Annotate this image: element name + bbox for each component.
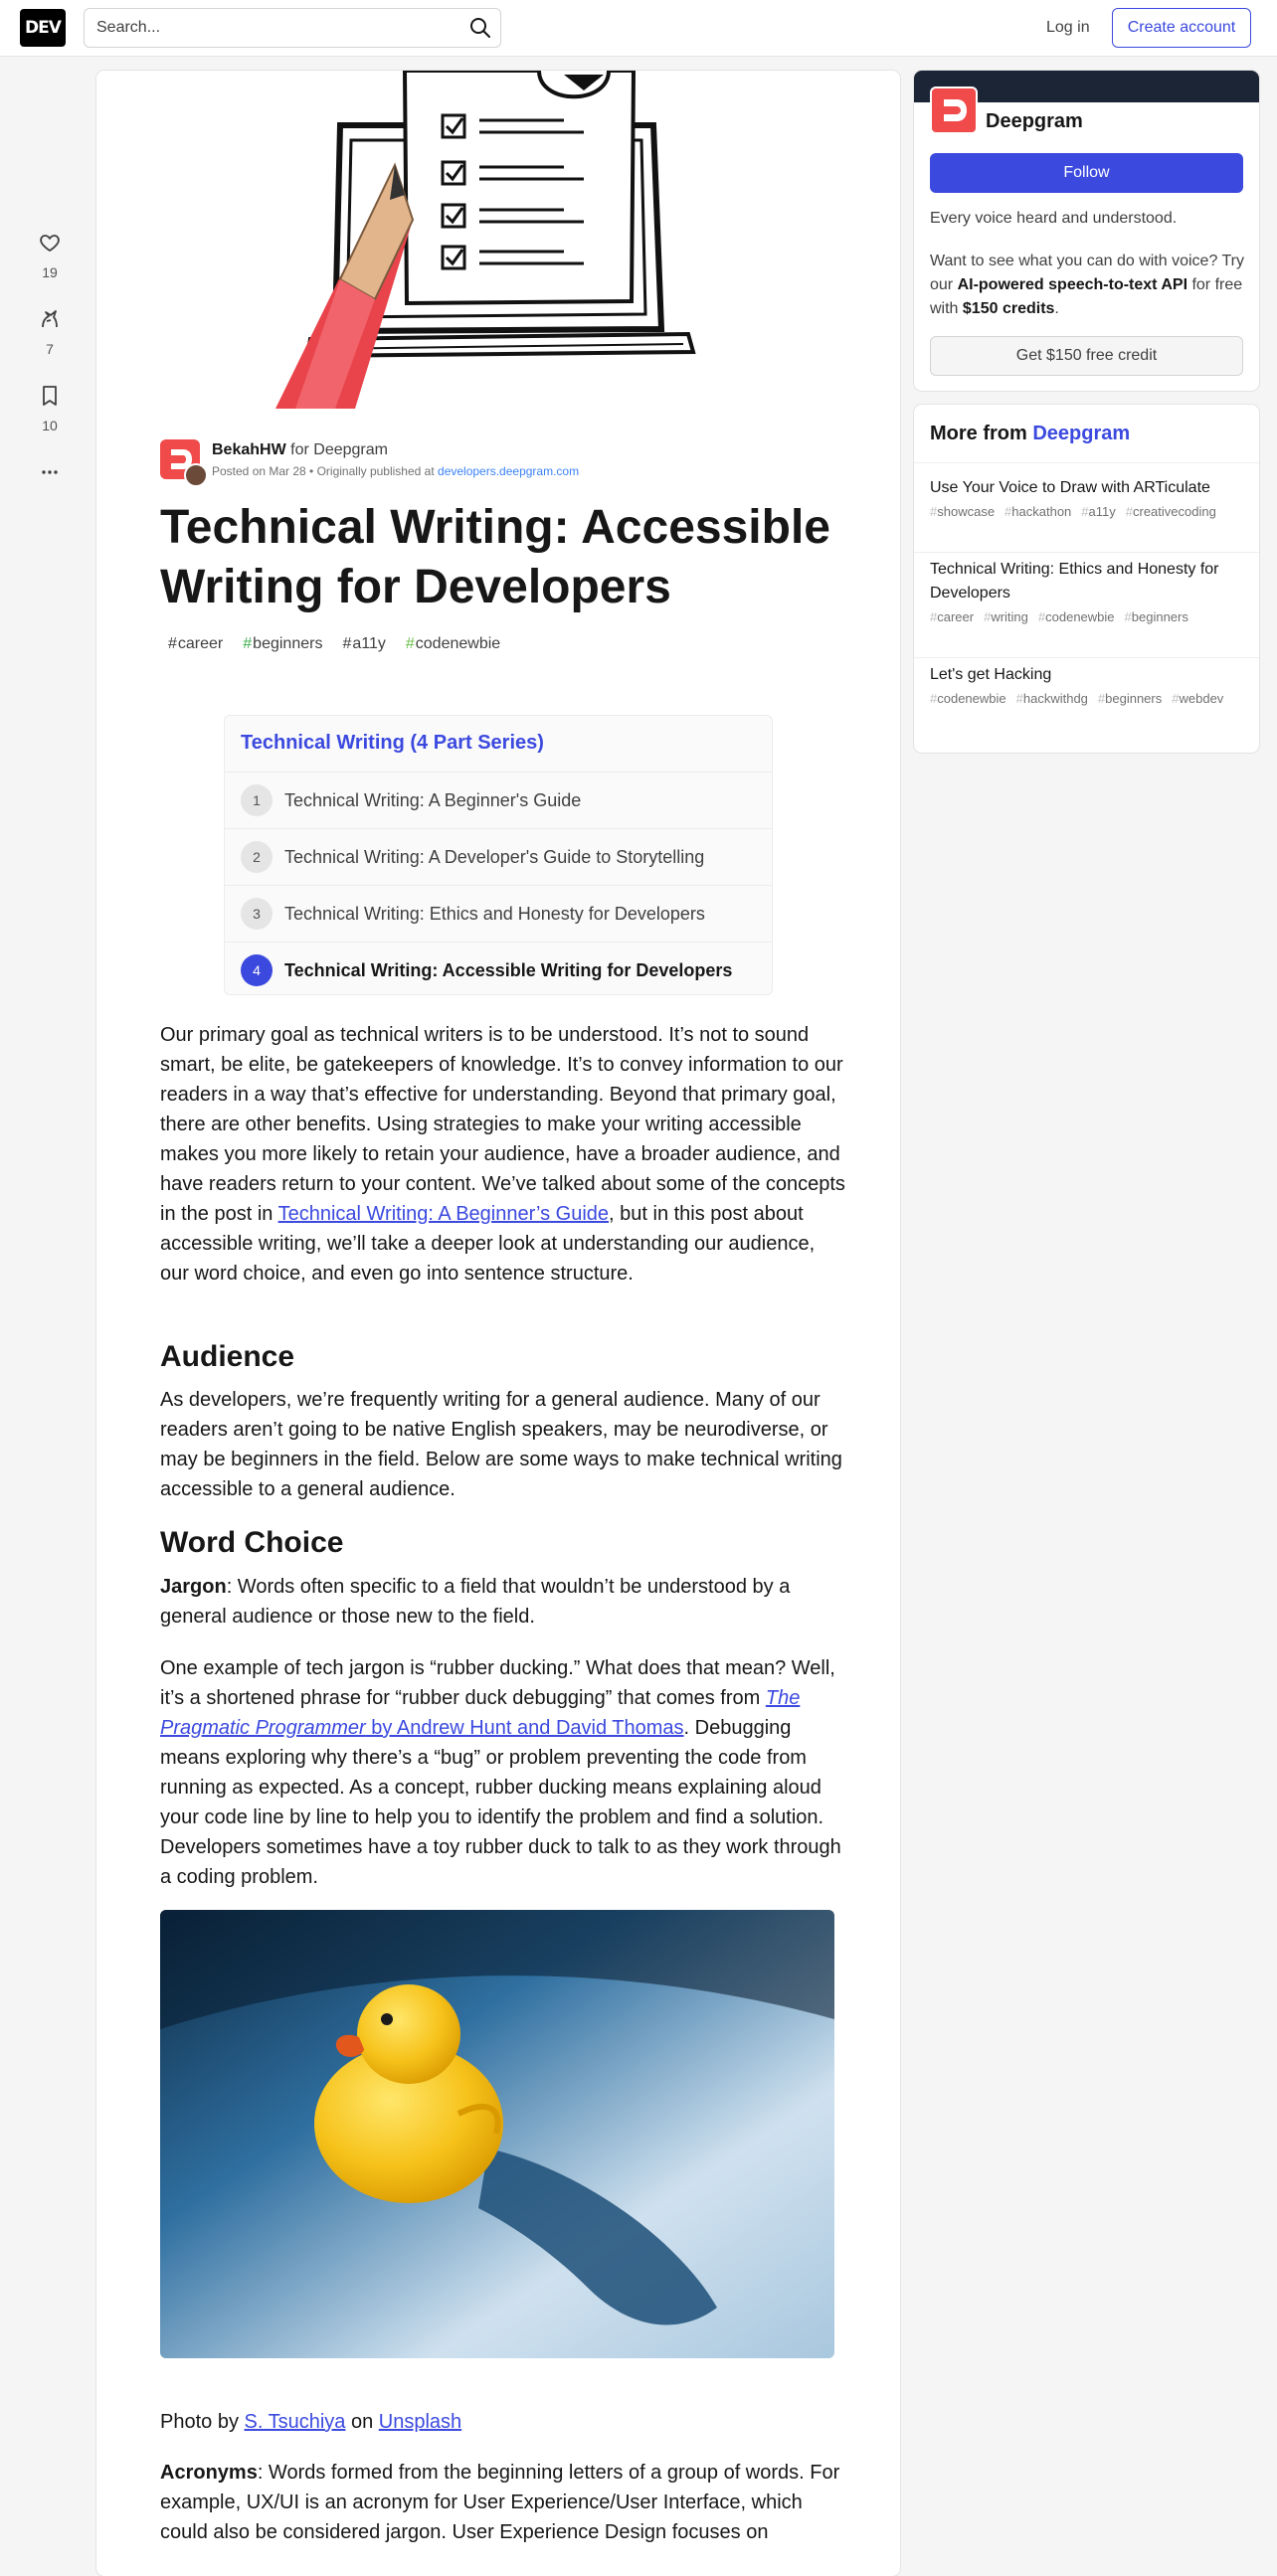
series-item-3[interactable] xyxy=(225,885,772,942)
org-name[interactable]: Deepgram xyxy=(986,110,1083,132)
tag-list xyxy=(160,631,508,661)
tag-career[interactable]: #career xyxy=(168,635,224,652)
series-number: 2 xyxy=(241,841,273,873)
series-item-4-current[interactable] xyxy=(225,942,772,998)
more-item-tags: # showcase # hackathon # a11y # creativecoding xyxy=(930,504,1248,519)
series-number: 3 xyxy=(241,898,273,930)
series-number: 1 xyxy=(241,784,273,816)
jargon-paragraph: Jargon: Words often specific to a field that wouldn’t be understood by a general audience or those new to the field. xyxy=(160,1576,791,1628)
author-line xyxy=(212,441,388,459)
series-box xyxy=(224,715,773,995)
unicorn-icon xyxy=(38,307,62,331)
acronyms-paragraph: Acronyms: Words formed from the beginning letters of a group of words. For example, UX/UI is an acronym for User Experience/User Interface, which could also be considered jargon. User Experience Design focuses on xyxy=(160,2462,840,2543)
cover-image xyxy=(96,71,900,409)
top-navbar xyxy=(0,0,1277,57)
org-tagline: Every voice heard and understood. xyxy=(930,210,1178,227)
posted-prefix: Posted on Mar 28 • Originally published at xyxy=(212,464,435,478)
unicorn-count: 7 xyxy=(46,341,54,357)
series-item-2[interactable] xyxy=(225,828,772,885)
create-account-button[interactable]: Create account xyxy=(1112,8,1251,48)
more-item-1[interactable]: Use Your Voice to Draw with ARTiculate # showcase # hackathon # a11y # creativecoding xyxy=(930,476,1248,519)
series-number: 4 xyxy=(241,954,273,986)
unsplash-link[interactable]: Unsplash xyxy=(378,2411,462,2433)
more-item-2[interactable]: Technical Writing: Ethics and Honesty for Developers # career # writing # codenewbie # beginners xyxy=(930,558,1248,624)
reaction-rail xyxy=(20,227,80,533)
rubber-duck-photo xyxy=(160,1910,834,2358)
pragmatic-programmer-link[interactable]: The Pragmatic Programmer by Andrew Hunt and David Thomas xyxy=(160,1687,801,1739)
for-label: for xyxy=(290,441,309,458)
org-card xyxy=(914,71,1259,391)
series-item-label: Technical Writing: Ethics and Honesty for Developers xyxy=(284,903,705,924)
tag-codenewbie[interactable]: #codenewbie xyxy=(405,635,501,652)
org-name-link[interactable]: Deepgram xyxy=(313,441,388,458)
author-avatar[interactable] xyxy=(184,463,208,487)
like-button[interactable] xyxy=(20,227,80,303)
unicorn-button[interactable] xyxy=(20,303,80,380)
article-card xyxy=(96,71,900,2576)
heading-word-choice: Word Choice xyxy=(160,1526,344,1559)
deepgram-logo-icon xyxy=(932,88,976,132)
bookmark-count: 10 xyxy=(42,418,58,433)
more-options-button[interactable] xyxy=(20,456,80,533)
heading-audience: Audience xyxy=(160,1340,295,1373)
more-from-title: More from Deepgram xyxy=(930,423,1131,444)
series-item-1[interactable] xyxy=(225,772,772,828)
series-item-label: Technical Writing: Accessible Writing for Developers xyxy=(284,959,733,980)
more-from-card xyxy=(914,405,1259,753)
series-item-label: Technical Writing: A Developer's Guide to Storytelling xyxy=(284,846,705,867)
ellipsis-icon xyxy=(38,460,62,484)
intro-paragraph: Our primary goal as technical writers is to be understood. It’s not to sound smart, be elite, be gatekeepers of knowledge. It’s to convey information to our readers in a way that’s effective for understanding. Beyond that primary goal, there are other benefits. Using strategies to make your writing accessible makes you more likely to retain your audience, have a broader audience, and have readers return to your content. We’ve talked about some of the concepts in the post in Technical Writing: A Beginner’s Guide, but in this post about accessible writing, we’ll take a deeper look at understanding our audience, our word choice, and even go into sentence structure. xyxy=(160,1024,845,1285)
search-bar xyxy=(84,8,501,48)
audience-paragraph: As developers, we’re frequently writing for a general audience. Many of our readers aren’t going to be native English speakers, may be neurodiverse, or may be beginners in the field. Below are some ways to make technical writing accessible to a general audience. xyxy=(160,1389,842,1500)
beginners-guide-link[interactable]: Technical Writing: A Beginner’s Guide xyxy=(277,1203,610,1225)
dev-logo[interactable]: DEV xyxy=(20,9,66,47)
heart-icon xyxy=(38,231,62,255)
author-byline xyxy=(160,439,856,489)
login-link[interactable]: Log in xyxy=(1046,19,1090,36)
follow-button[interactable]: Follow xyxy=(930,153,1243,193)
more-from-org-link[interactable]: Deepgram xyxy=(1032,423,1131,444)
bookmark-button[interactable] xyxy=(20,380,80,456)
search-icon[interactable] xyxy=(468,16,492,40)
posted-date xyxy=(212,464,579,478)
more-item-tags: # career # writing # codenewbie # beginners xyxy=(930,609,1248,624)
rubber-duck-paragraph: One example of tech jargon is “rubber ducking.” What does that mean? Well, it’s a shortened phrase for “rubber duck debugging” that comes from The Pragmatic Programmer by Andrew Hunt and David Thomas. Debugging means exploring why there’s a “bug” or problem preventing the code from running as expected. As a concept, rubber ducking means explaining aloud your code line by line to help you to identify the problem and find a solution. Developers sometimes have a toy rubber duck to talk to as they work through a coding problem. xyxy=(160,1657,841,1888)
series-title[interactable]: Technical Writing (4 Part Series) xyxy=(241,732,544,754)
org-pitch: Want to see what you can do with voice? Try our AI-powered speech-to-text API for free with $150 credits. xyxy=(930,253,1245,317)
photographer-link[interactable]: S. Tsuchiya xyxy=(244,2411,346,2433)
org-logo[interactable] xyxy=(930,86,978,134)
free-credit-button[interactable]: Get $150 free credit xyxy=(930,336,1243,376)
tag-a11y[interactable]: #a11y xyxy=(342,635,386,652)
author-name[interactable]: BekahHW xyxy=(212,441,286,458)
bookmark-icon xyxy=(38,384,62,408)
article-title: Technical Writing: Accessible Writing for Developers xyxy=(160,501,830,613)
source-link[interactable]: developers.deepgram.com xyxy=(438,464,580,478)
more-item-tags: # codenewbie # hackwithdg # beginners # webdev xyxy=(930,691,1248,706)
like-count: 19 xyxy=(42,264,58,280)
more-item-3[interactable]: Let's get Hacking # codenewbie # hackwithdg # beginners # webdev xyxy=(930,663,1248,706)
series-item-label: Technical Writing: A Beginner's Guide xyxy=(284,789,582,810)
search-input[interactable] xyxy=(85,9,443,47)
photo-credit: Photo by S. Tsuchiya on Unsplash xyxy=(160,2411,462,2433)
tag-beginners[interactable]: #beginners xyxy=(243,635,323,652)
